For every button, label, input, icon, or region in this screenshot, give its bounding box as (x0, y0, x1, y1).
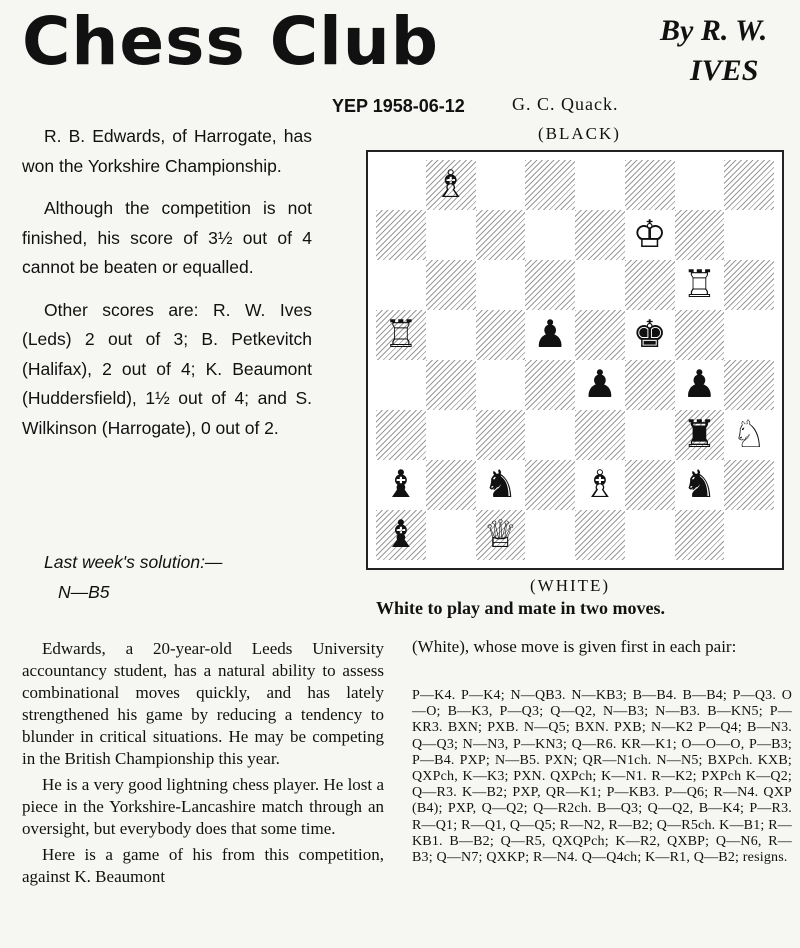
board-square (675, 160, 725, 210)
article-column-left (22, 638, 384, 892)
board-square (426, 310, 476, 360)
board-square (426, 210, 476, 260)
intro-paragraph: R. B. Edwards, of Harrogate, has won the Yorkshire Championship. (22, 126, 312, 176)
board-square (476, 360, 526, 410)
chess-piece: ♟ (533, 314, 568, 356)
chess-piece: ♕ (483, 514, 518, 556)
intro-paragraph: Other scores are: R. W. Ives (Leds) 2 out of 3; B. Petkevitch (Halifax), 2 out of 4; K. Beaumont (Huddersfield), 1½ out of 4; and S. Wilkinson (Harrogate), 0 out of 2. (22, 299, 312, 438)
chess-piece: ♝ (383, 514, 418, 556)
board-square (575, 460, 625, 510)
board-square (525, 160, 575, 210)
black-label: (BLACK) (538, 124, 621, 143)
board-square (525, 210, 575, 260)
article-paragraph: Edwards, a 20-year-old Leeds University accountancy student, has a natural ability to assess combinational moves quickly, and has lately strengthened his game by reducing a tendency to blunder in critical situations. He may be competing in the British Championship this year. (22, 639, 384, 768)
board-square (724, 410, 774, 460)
board-square (376, 160, 426, 210)
byline-name: IVES (690, 54, 759, 87)
board-square (575, 160, 625, 210)
board-square (525, 410, 575, 460)
chess-piece: ♔ (632, 214, 667, 256)
problem-caption: White to play and mate in two moves. (376, 598, 665, 618)
chess-piece: ♚ (632, 314, 667, 356)
board-square (376, 360, 426, 410)
board-square (625, 260, 675, 310)
board-square (476, 260, 526, 310)
board-square (476, 410, 526, 460)
board-square (376, 410, 426, 460)
board-square (376, 510, 426, 560)
chess-board (366, 150, 784, 570)
board-square (675, 460, 725, 510)
intro-column (22, 122, 312, 456)
board-square (625, 460, 675, 510)
board-square (675, 510, 725, 560)
chess-piece: ♗ (433, 164, 468, 206)
board-square (724, 160, 774, 210)
board-square (376, 260, 426, 310)
board-square (376, 460, 426, 510)
board-square (724, 210, 774, 260)
board-square (575, 310, 625, 360)
intro-paragraph: Although the competition is not finished, his score of 3½ out of 4 cannot be beaten or equalled. (22, 198, 312, 277)
chess-piece: ♘ (732, 414, 767, 456)
board-square (724, 310, 774, 360)
board-square (476, 460, 526, 510)
board-square (426, 510, 476, 560)
board-square (426, 160, 476, 210)
chess-piece: ♟ (682, 364, 717, 406)
board-square (625, 410, 675, 460)
chess-piece: ♗ (582, 464, 617, 506)
board-square (625, 310, 675, 360)
board-grid (376, 160, 774, 560)
chess-piece: ♖ (682, 264, 717, 306)
board-square (625, 360, 675, 410)
chess-piece: ♞ (682, 464, 717, 506)
board-square (476, 160, 526, 210)
article-paragraph: (White), whose move is given first in each pair: (412, 637, 737, 656)
board-square (575, 210, 625, 260)
board-square (724, 360, 774, 410)
board-square (476, 210, 526, 260)
board-square (625, 160, 675, 210)
board-square (724, 510, 774, 560)
board-square (724, 260, 774, 310)
board-square (575, 510, 625, 560)
board-square (426, 360, 476, 410)
chess-piece: ♜ (682, 414, 717, 456)
solution-move: N—B5 (58, 582, 110, 602)
masthead-title: Chess Club (22, 3, 440, 80)
board-square (625, 210, 675, 260)
board-square (625, 510, 675, 560)
article-paragraph: Here is a game of his from this competition, against K. Beaumont (22, 845, 384, 886)
article-paragraph: He is a very good lightning chess player. He lost a piece in the Yorkshire-Lancashire match through an oversight, but everybody does that some time. (22, 775, 384, 838)
board-square (724, 460, 774, 510)
board-square (376, 310, 426, 360)
board-square (426, 410, 476, 460)
board-square (525, 260, 575, 310)
board-square (376, 210, 426, 260)
board-square (525, 360, 575, 410)
game-moves: P—K4. P—K4; N—QB3. N—KB3; B—B4. B—B4; P—Q3. O—O; B—K3, P—Q3; Q—Q2, N—B3; N—B3. B—KN5; P—KR3. BXN; PXB. N—Q5; BXN. PXB; N—K2 P—Q4; B—N3. Q—Q3; N—N3, P—KN3; Q—R6. KR—K1; O—O—O, P—B3; P—B4. PXP; N—B5. PXN; QR—N1ch. N—N5; BXPch. KXB; QXPch, K—K3; PXN. QXPch; K—N1. R—K2; PXPch K—Q2; Q—R3. K—B2; PXP, QR—K1; P—KB3. P—Q6; R—N4. QXP (B4); PXP, Q—Q2; Q—R2ch. B—Q3; Q—Q2, B—K4; P—R3. R—Q1; R—Q1, Q—Q5; R—N2, R—B2; Q—R5ch. K—B1; R—KB1. B—B2; Q—R5, QXQPch; K—R2, QXBP; Q—N6, R—B3; Q—N7; QXKP; R—N4. Q—Q4ch; K—R1, Q—B2; resigns. (412, 688, 792, 866)
black-player-name: G. C. Quack. (512, 94, 619, 114)
board-square (675, 410, 725, 460)
dateline: YEP 1958-06-12 (332, 96, 465, 116)
chess-piece: ♖ (383, 314, 418, 356)
board-square (426, 260, 476, 310)
board-square (675, 210, 725, 260)
chess-piece: ♟ (582, 364, 617, 406)
chess-piece: ♝ (383, 464, 418, 506)
white-label: (WHITE) (530, 576, 611, 595)
byline: By R. W. (660, 14, 768, 47)
solution-label: Last week's solution:— (44, 552, 223, 572)
chess-piece: ♞ (483, 464, 518, 506)
board-square (675, 360, 725, 410)
board-square (575, 410, 625, 460)
board-square (675, 260, 725, 310)
board-square (525, 460, 575, 510)
board-square (675, 310, 725, 360)
board-square (575, 260, 625, 310)
board-square (525, 510, 575, 560)
board-square (525, 310, 575, 360)
board-square (575, 360, 625, 410)
board-square (476, 510, 526, 560)
board-square (476, 310, 526, 360)
board-square (426, 460, 476, 510)
